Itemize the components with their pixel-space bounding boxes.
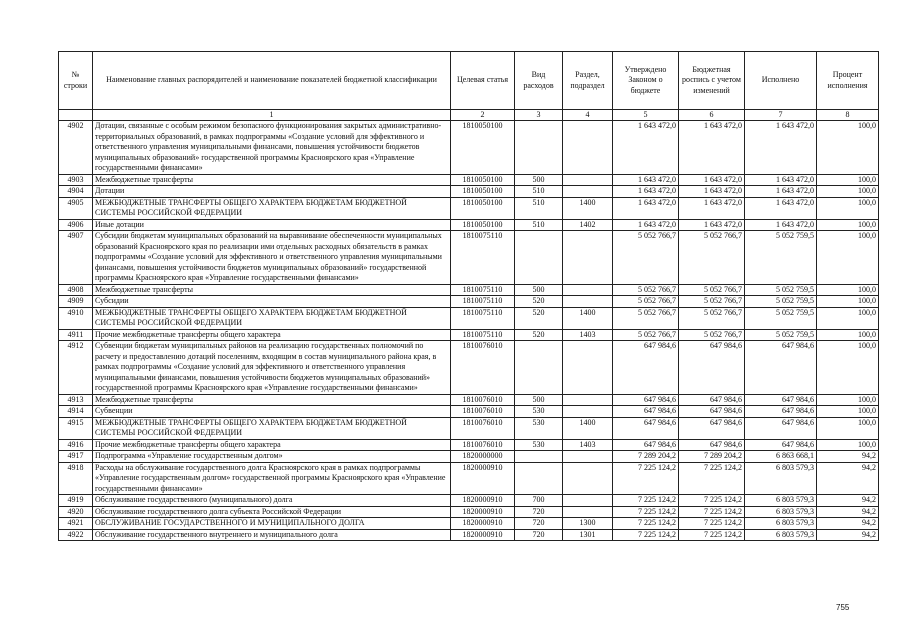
approved-amount: 5 052 766,7 [613, 329, 679, 341]
budget-list-amount: 647 984,6 [679, 417, 745, 439]
executed-amount: 6 803 579,3 [745, 529, 817, 541]
budget-list-amount: 1 643 472,0 [679, 197, 745, 219]
table-row [59, 296, 879, 308]
target-article: 1810076010 [451, 341, 515, 395]
target-article: 1810075110 [451, 307, 515, 329]
expense-type: 720 [515, 529, 563, 541]
executed-amount: 1 643 472,0 [745, 219, 817, 231]
section-code: 1300 [563, 518, 613, 530]
executed-amount: 1 643 472,0 [745, 197, 817, 219]
table-row [59, 529, 879, 541]
row-number: 4909 [59, 296, 93, 308]
section-code [563, 495, 613, 507]
row-number: 4904 [59, 186, 93, 198]
column-number: 1 [93, 110, 451, 121]
column-number: 5 [613, 110, 679, 121]
row-number: 4912 [59, 341, 93, 395]
expense-type [515, 341, 563, 395]
execution-percent: 100,0 [817, 121, 879, 175]
execution-percent: 100,0 [817, 219, 879, 231]
executed-amount: 647 984,6 [745, 394, 817, 406]
row-number: 4911 [59, 329, 93, 341]
target-article: 1810050100 [451, 219, 515, 231]
budget-list-amount: 7 225 124,2 [679, 518, 745, 530]
execution-percent: 94,2 [817, 462, 879, 495]
header-percent: Процент исполнения [817, 52, 879, 110]
header-target-article: Целевая статья [451, 52, 515, 110]
execution-percent: 94,2 [817, 506, 879, 518]
row-name: МЕЖБЮДЖЕТНЫЕ ТРАНСФЕРТЫ ОБЩЕГО ХАРАКТЕРА БЮДЖЕТАМ БЮДЖЕТНОЙ СИСТЕМЫ РОССИЙСКОЙ ФЕДЕРАЦИИ [93, 307, 451, 329]
section-code [563, 284, 613, 296]
execution-percent: 100,0 [817, 341, 879, 395]
table-row [59, 417, 879, 439]
execution-percent: 94,2 [817, 529, 879, 541]
table-row [59, 406, 879, 418]
row-number: 4922 [59, 529, 93, 541]
section-code [563, 231, 613, 285]
section-code [563, 341, 613, 395]
table-row [59, 451, 879, 463]
target-article: 1820000910 [451, 518, 515, 530]
expense-type: 520 [515, 296, 563, 308]
row-name: МЕЖБЮДЖЕТНЫЕ ТРАНСФЕРТЫ ОБЩЕГО ХАРАКТЕРА БЮДЖЕТАМ БЮДЖЕТНОЙ СИСТЕМЫ РОССИЙСКОЙ ФЕДЕРАЦИИ [93, 417, 451, 439]
row-name: Субвенции [93, 406, 451, 418]
execution-percent: 100,0 [817, 174, 879, 186]
column-number: 8 [817, 110, 879, 121]
budget-list-amount: 647 984,6 [679, 406, 745, 418]
executed-amount: 5 052 759,5 [745, 231, 817, 285]
expense-type: 510 [515, 219, 563, 231]
row-name: Межбюджетные трансферты [93, 394, 451, 406]
row-number: 4917 [59, 451, 93, 463]
section-code [563, 406, 613, 418]
target-article: 1810050100 [451, 121, 515, 175]
row-name: ОБСЛУЖИВАНИЕ ГОСУДАРСТВЕННОГО И МУНИЦИПАЛЬНОГО ДОЛГА [93, 518, 451, 530]
target-article: 1810075110 [451, 329, 515, 341]
row-name: Дотации, связанные с особым режимом безопасного функционирования закрытых административно-территориальных образований, в рамках подпрограммы «Создание условий для эффективного и ответственного управления муниципальными финансами, повышения устойчивости бюджетов муниципальных образований» государственной программы Красноярского края «Управление государственными финансами» [93, 121, 451, 175]
row-number: 4918 [59, 462, 93, 495]
target-article: 1810050100 [451, 186, 515, 198]
approved-amount: 7 225 124,2 [613, 529, 679, 541]
row-name: Обслуживание государственного внутреннего и муниципального долга [93, 529, 451, 541]
row-name: Межбюджетные трансферты [93, 174, 451, 186]
section-code: 1301 [563, 529, 613, 541]
section-code [563, 121, 613, 175]
row-number: 4902 [59, 121, 93, 175]
execution-percent: 94,2 [817, 451, 879, 463]
approved-amount: 647 984,6 [613, 341, 679, 395]
budget-list-amount: 647 984,6 [679, 341, 745, 395]
target-article: 1810076010 [451, 439, 515, 451]
column-number: 3 [515, 110, 563, 121]
expense-type: 530 [515, 417, 563, 439]
row-number: 4905 [59, 197, 93, 219]
budget-list-amount: 1 643 472,0 [679, 219, 745, 231]
budget-list-amount: 5 052 766,7 [679, 329, 745, 341]
target-article: 1820000910 [451, 506, 515, 518]
budget-list-amount: 5 052 766,7 [679, 231, 745, 285]
budget-list-amount: 5 052 766,7 [679, 307, 745, 329]
target-article: 1810076010 [451, 394, 515, 406]
budget-list-amount: 1 643 472,0 [679, 186, 745, 198]
row-number: 4915 [59, 417, 93, 439]
budget-list-amount: 1 643 472,0 [679, 174, 745, 186]
table-body [59, 121, 879, 541]
section-code [563, 462, 613, 495]
approved-amount: 5 052 766,7 [613, 231, 679, 285]
table-row [59, 219, 879, 231]
row-number: 4907 [59, 231, 93, 285]
row-number: 4916 [59, 439, 93, 451]
header-expense-type: Вид расходов [515, 52, 563, 110]
target-article: 1820000000 [451, 451, 515, 463]
budget-list-amount: 7 225 124,2 [679, 529, 745, 541]
execution-percent: 100,0 [817, 417, 879, 439]
section-code: 1400 [563, 417, 613, 439]
target-article: 1810050100 [451, 197, 515, 219]
target-article: 1820000910 [451, 495, 515, 507]
target-article: 1810076010 [451, 417, 515, 439]
budget-list-amount: 647 984,6 [679, 394, 745, 406]
expense-type: 720 [515, 506, 563, 518]
executed-amount: 1 643 472,0 [745, 121, 817, 175]
execution-percent: 100,0 [817, 439, 879, 451]
section-code [563, 506, 613, 518]
expense-type: 500 [515, 284, 563, 296]
approved-amount: 7 225 124,2 [613, 518, 679, 530]
row-name: Расходы на обслуживание государственного долга Красноярского края в рамках подпрограммы «Управление государственным долгом» государственной программы Красноярского края «Управление государственными финансами» [93, 462, 451, 495]
header-approved: Утверждено Законом о бюджете [613, 52, 679, 110]
table-row [59, 174, 879, 186]
approved-amount: 647 984,6 [613, 439, 679, 451]
execution-percent: 94,2 [817, 495, 879, 507]
row-name: МЕЖБЮДЖЕТНЫЕ ТРАНСФЕРТЫ ОБЩЕГО ХАРАКТЕРА БЮДЖЕТАМ БЮДЖЕТНОЙ СИСТЕМЫ РОССИЙСКОЙ ФЕДЕРАЦИИ [93, 197, 451, 219]
row-name: Иные дотации [93, 219, 451, 231]
row-name: Подпрограмма «Управление государственным долгом» [93, 451, 451, 463]
budget-list-amount: 5 052 766,7 [679, 284, 745, 296]
section-code [563, 394, 613, 406]
row-name: Межбюджетные трансферты [93, 284, 451, 296]
header-row-number: № строки [59, 52, 93, 110]
execution-percent: 100,0 [817, 197, 879, 219]
table-row [59, 518, 879, 530]
section-code: 1402 [563, 219, 613, 231]
executed-amount: 6 863 668,1 [745, 451, 817, 463]
approved-amount: 1 643 472,0 [613, 219, 679, 231]
row-name: Обслуживание государственного (муниципального) долга [93, 495, 451, 507]
approved-amount: 5 052 766,7 [613, 284, 679, 296]
row-number: 4913 [59, 394, 93, 406]
row-number: 4919 [59, 495, 93, 507]
executed-amount: 647 984,6 [745, 341, 817, 395]
row-name: Субсидии бюджетам муниципальных образований на выравнивание обеспеченности муниципальных образований Красноярского края по реализации ими отдельных расходных обязательств в рамках подпрограммы «Создание условий для эффективного и ответственного управления муниципальными финансами, повышения устойчивости бюджетов муниципальных образований» государственной программы Красноярского края «Управление государственными финансами» [93, 231, 451, 285]
section-code: 1403 [563, 329, 613, 341]
approved-amount: 7 225 124,2 [613, 506, 679, 518]
table-row [59, 186, 879, 198]
executed-amount: 6 803 579,3 [745, 462, 817, 495]
column-number: 6 [679, 110, 745, 121]
expense-type: 510 [515, 197, 563, 219]
row-name: Прочие межбюджетные трансферты общего характера [93, 329, 451, 341]
expense-type [515, 462, 563, 495]
executed-amount: 647 984,6 [745, 406, 817, 418]
budget-list-amount: 7 225 124,2 [679, 495, 745, 507]
execution-percent: 100,0 [817, 307, 879, 329]
row-number: 4908 [59, 284, 93, 296]
executed-amount: 5 052 759,5 [745, 329, 817, 341]
target-article: 1810075110 [451, 284, 515, 296]
budget-list-amount: 7 225 124,2 [679, 462, 745, 495]
execution-percent: 100,0 [817, 406, 879, 418]
row-number: 4910 [59, 307, 93, 329]
section-code: 1400 [563, 307, 613, 329]
approved-amount: 1 643 472,0 [613, 186, 679, 198]
table-header-row [59, 52, 879, 110]
row-name: Субсидии [93, 296, 451, 308]
table-row [59, 284, 879, 296]
approved-amount: 647 984,6 [613, 406, 679, 418]
executed-amount: 6 803 579,3 [745, 495, 817, 507]
header-budget-list: Бюджетная роспись с учетом изменений [679, 52, 745, 110]
executed-amount: 1 643 472,0 [745, 186, 817, 198]
table-row [59, 495, 879, 507]
budget-list-amount: 647 984,6 [679, 439, 745, 451]
executed-amount: 5 052 759,5 [745, 307, 817, 329]
header-name: Наименование главных распорядителей и наименование показателей бюджетной классификации [93, 52, 451, 110]
row-number: 4914 [59, 406, 93, 418]
execution-percent: 100,0 [817, 284, 879, 296]
approved-amount: 5 052 766,7 [613, 296, 679, 308]
row-number: 4906 [59, 219, 93, 231]
table-row [59, 329, 879, 341]
approved-amount: 5 052 766,7 [613, 307, 679, 329]
approved-amount: 647 984,6 [613, 394, 679, 406]
expense-type: 520 [515, 329, 563, 341]
budget-list-amount: 7 225 124,2 [679, 506, 745, 518]
row-number: 4920 [59, 506, 93, 518]
expense-type: 530 [515, 406, 563, 418]
column-number [59, 110, 93, 121]
approved-amount: 7 225 124,2 [613, 462, 679, 495]
budget-execution-table [58, 51, 879, 541]
section-code: 1403 [563, 439, 613, 451]
execution-percent: 100,0 [817, 394, 879, 406]
budget-list-amount: 7 289 204,2 [679, 451, 745, 463]
table-row [59, 307, 879, 329]
executed-amount: 5 052 759,5 [745, 284, 817, 296]
executed-amount: 647 984,6 [745, 439, 817, 451]
row-number: 4903 [59, 174, 93, 186]
executed-amount: 6 803 579,3 [745, 506, 817, 518]
column-number: 7 [745, 110, 817, 121]
approved-amount: 7 225 124,2 [613, 495, 679, 507]
section-code [563, 174, 613, 186]
column-number-row [59, 110, 879, 121]
row-name: Субвенции бюджетам муниципальных районов на реализацию государственных полномочий по расчету и предоставлению дотаций поселениям, входящим в состав муниципального района края, в рамках подпрограммы «Создание условий для эффективного и ответственного управления муниципальными финансами, повышения устойчивости бюджетов муниципальных образований» государственной программы Красноярского края «Управление государственными финансами» [93, 341, 451, 395]
table-row [59, 231, 879, 285]
column-number: 4 [563, 110, 613, 121]
row-name: Дотации [93, 186, 451, 198]
table-row [59, 394, 879, 406]
expense-type: 720 [515, 518, 563, 530]
budget-list-amount: 5 052 766,7 [679, 296, 745, 308]
approved-amount: 647 984,6 [613, 417, 679, 439]
execution-percent: 94,2 [817, 518, 879, 530]
approved-amount: 7 289 204,2 [613, 451, 679, 463]
header-executed: Исполнено [745, 52, 817, 110]
execution-percent: 100,0 [817, 296, 879, 308]
expense-type: 500 [515, 394, 563, 406]
row-name: Обслуживание государственного долга субъекта Российской Федерации [93, 506, 451, 518]
section-code [563, 451, 613, 463]
approved-amount: 1 643 472,0 [613, 174, 679, 186]
target-article: 1820000910 [451, 529, 515, 541]
execution-percent: 100,0 [817, 329, 879, 341]
budget-list-amount: 1 643 472,0 [679, 121, 745, 175]
execution-percent: 100,0 [817, 186, 879, 198]
approved-amount: 1 643 472,0 [613, 121, 679, 175]
expense-type: 510 [515, 186, 563, 198]
section-code [563, 296, 613, 308]
expense-type [515, 451, 563, 463]
expense-type: 500 [515, 174, 563, 186]
table-row [59, 439, 879, 451]
executed-amount: 6 803 579,3 [745, 518, 817, 530]
column-number: 2 [451, 110, 515, 121]
target-article: 1810076010 [451, 406, 515, 418]
section-code: 1400 [563, 197, 613, 219]
page-number: 755 [836, 603, 850, 612]
table-row [59, 462, 879, 495]
target-article: 1810050100 [451, 174, 515, 186]
header-section: Раздел, подраздел [563, 52, 613, 110]
row-name: Прочие межбюджетные трансферты общего характера [93, 439, 451, 451]
expense-type: 530 [515, 439, 563, 451]
executed-amount: 1 643 472,0 [745, 174, 817, 186]
table-row [59, 506, 879, 518]
table-row [59, 197, 879, 219]
target-article: 1810075110 [451, 231, 515, 285]
target-article: 1810075110 [451, 296, 515, 308]
expense-type: 520 [515, 307, 563, 329]
table-row [59, 121, 879, 175]
row-number: 4921 [59, 518, 93, 530]
target-article: 1820000910 [451, 462, 515, 495]
expense-type [515, 121, 563, 175]
section-code [563, 186, 613, 198]
executed-amount: 5 052 759,5 [745, 296, 817, 308]
expense-type [515, 231, 563, 285]
execution-percent: 100,0 [817, 231, 879, 285]
approved-amount: 1 643 472,0 [613, 197, 679, 219]
executed-amount: 647 984,6 [745, 417, 817, 439]
table-row [59, 341, 879, 395]
expense-type: 700 [515, 495, 563, 507]
